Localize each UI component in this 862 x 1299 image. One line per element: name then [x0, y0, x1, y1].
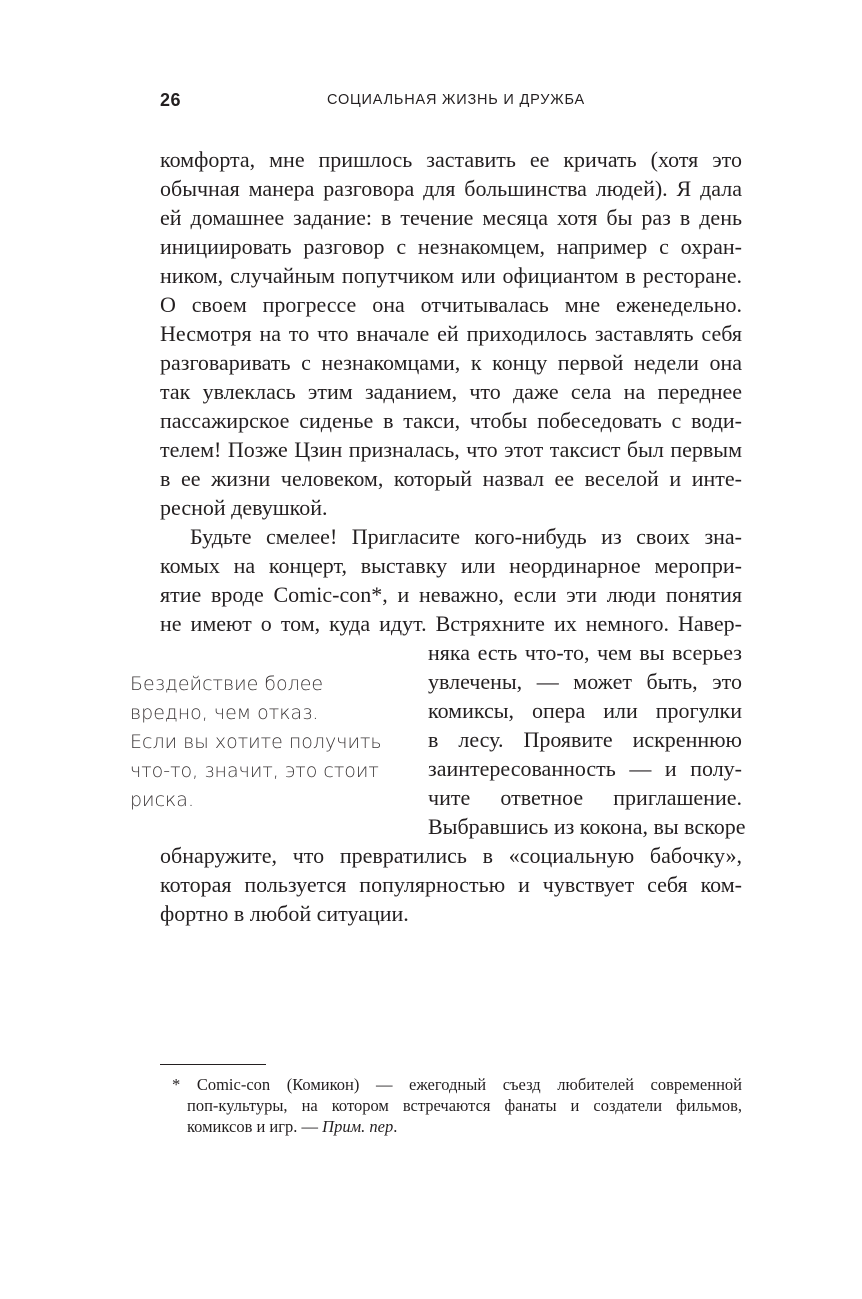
body-line: обнаружите, что превратились в «социальную бабочку»,	[160, 843, 742, 868]
body-line: пассажирское сиденье в такси, чтобы побеседовать с води-	[160, 408, 742, 433]
body-line: заинтересованность — и полу-	[428, 756, 742, 781]
footnote-text: комиксов и игр. —	[187, 1117, 323, 1136]
body-line: которая пользуется популярностью и чувствует себя ком-	[160, 872, 742, 897]
body-line: комых на концерт, выставку или неординарное меропри-	[160, 553, 742, 578]
body-line: обычная манера разговора для большинства людей). Я дала	[160, 176, 742, 201]
body-line: так увлеклась этим заданием, что даже села на переднее	[160, 379, 742, 404]
body-line: ресной девушкой.	[160, 495, 328, 520]
pull-quote-line: вредно, чем отказ.	[130, 702, 319, 724]
footnote-line	[187, 1116, 742, 1137]
pull-quote-line: Бездействие более	[130, 673, 324, 695]
body-line: телем! Позже Цзин призналась, что этот таксист был первым	[160, 437, 742, 462]
body-line: Выбравшись из кокона, вы вскоре	[428, 814, 746, 839]
body-line: чите ответное приглашение.	[428, 785, 742, 810]
body-line: не имеют о том, куда идут. Встряхните их немного. Навер-	[160, 611, 742, 636]
body-line: в ее жизни человеком, который назвал ее веселой и инте-	[160, 466, 742, 491]
pull-quote-line: риска.	[130, 789, 194, 811]
footnote-divider	[160, 1064, 266, 1065]
body-line: в лесу. Проявите искреннюю	[428, 727, 742, 752]
body-line: комфорта, мне пришлось заставить ее кричать (хотя это	[160, 147, 742, 172]
page-number: 26	[160, 90, 182, 110]
body-line: разговаривать с незнакомцами, к концу первой недели она	[160, 350, 742, 375]
body-line: ятие вроде Comic-con*, и неважно, если эти люди понятия	[160, 582, 742, 607]
body-line: увлечены, — может быть, это	[428, 669, 742, 694]
footnote-translator-note: Прим. пер	[322, 1117, 394, 1136]
body-line: инициировать разговор с незнакомцем, например с охран-	[160, 234, 742, 259]
footnote-period: .	[393, 1117, 398, 1136]
pull-quote-line: Если вы хотите получить	[130, 731, 382, 753]
pull-quote	[130, 670, 420, 815]
footnote-line: поп-культуры, на котором встречаются фанаты и создатели фильмов,	[187, 1096, 742, 1115]
body-line: няка есть что-то, чем вы всерьез	[428, 640, 742, 665]
body-line: Будьте смелее! Пригласите кого-нибудь из своих зна-	[190, 524, 742, 549]
running-head	[0, 90, 862, 114]
body-line: Несмотря на то что вначале ей приходилось заставлять себя	[160, 321, 742, 346]
pull-quote-line: что-то, значит, это стоит	[130, 760, 379, 782]
body-line: О своем прогрессе она отчитывалась мне еженедельно.	[160, 292, 742, 317]
body-line: фортно в любой ситуации.	[160, 901, 409, 926]
body-line: ей домашнее задание: в течение месяца хотя бы раз в день	[160, 205, 742, 230]
body-line: комиксы, опера или прогулки	[428, 698, 742, 723]
footnote-line: * Comic-con (Комикон) — ежегодный съезд любителей современной	[172, 1075, 742, 1094]
body-line: ником, случайным попутчиком или официантом в ресторане.	[160, 263, 742, 288]
chapter-title: СОЦИАЛЬНАЯ ЖИЗНЬ И ДРУЖБА	[327, 92, 585, 108]
